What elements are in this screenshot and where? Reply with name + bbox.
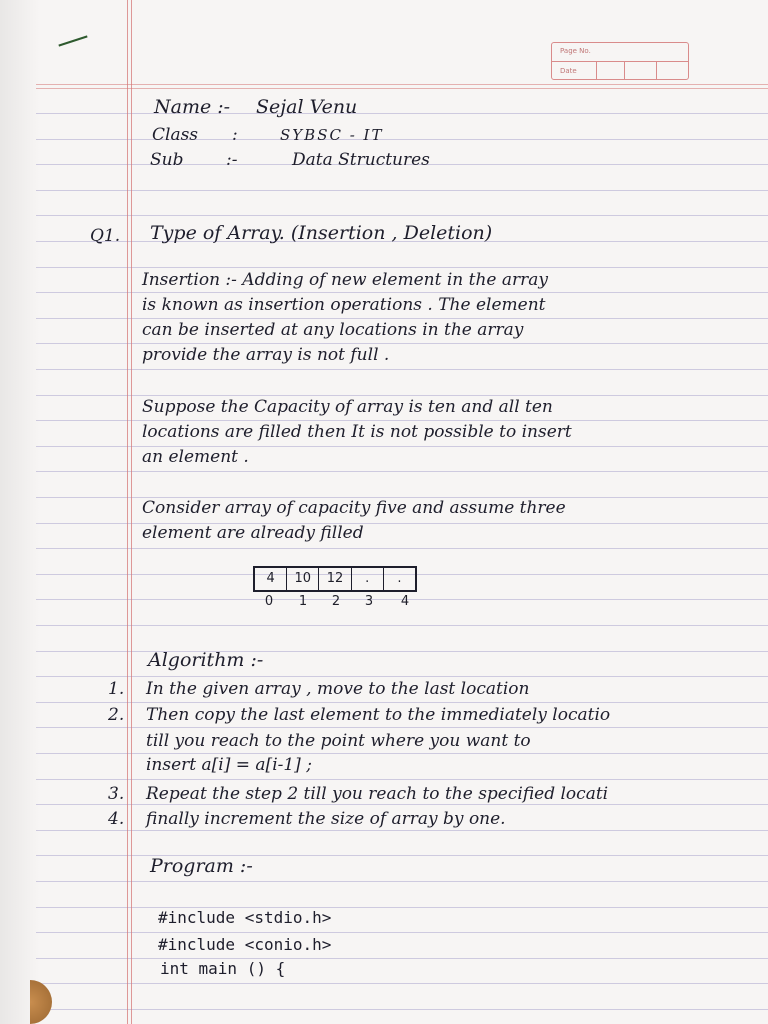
coin-edge [30, 980, 52, 1024]
step-number: 4. [108, 809, 125, 829]
pen-mark [58, 35, 87, 46]
array-cell: 12 [319, 568, 351, 590]
ruled-line [36, 420, 768, 421]
ruled-line [36, 727, 768, 728]
header-rule-2 [36, 88, 768, 89]
binding-shadow [0, 0, 40, 1024]
paragraph-line: an element . [142, 447, 249, 467]
margin-line-left [127, 0, 128, 1024]
header-rule [36, 84, 768, 85]
date-cell [596, 62, 597, 80]
ruled-line [36, 292, 768, 293]
date-label: Date [560, 67, 577, 75]
ruled-line [36, 548, 768, 549]
ruled-line [36, 625, 768, 626]
ruled-line [36, 190, 768, 191]
step-number: 1. [108, 679, 125, 699]
ruled-line [36, 1009, 768, 1010]
ruled-line [36, 779, 768, 780]
paragraph-line: Consider array of capacity five and assume three [142, 498, 566, 518]
ruled-line [36, 907, 768, 908]
ruled-line [36, 676, 768, 677]
date-row [552, 62, 688, 80]
ruled-line [36, 881, 768, 882]
code-line: int main () { [160, 959, 286, 978]
class-separator: : [232, 125, 238, 145]
array-diagram [253, 566, 417, 592]
step-text: Repeat the step 2 till you reach to the specified locati [146, 784, 609, 804]
ruled-line [36, 369, 768, 370]
margin-line-right [131, 0, 132, 1024]
ruled-line [36, 395, 768, 396]
ruled-line [36, 804, 768, 805]
ruled-line [36, 471, 768, 472]
name-value: Sejal Venu [256, 96, 358, 118]
question-title: Type of Array. (Insertion , Deletion) [150, 222, 493, 244]
ruled-line [36, 139, 768, 140]
name-label: Name :- [154, 96, 231, 118]
array-cell: . [397, 571, 402, 586]
step-text: In the given array , move to the last location [146, 679, 530, 699]
array-index: 2 [331, 594, 341, 609]
paragraph-line: provide the array is not full . [142, 345, 390, 365]
array-cell: 10 [287, 568, 319, 590]
page-no-label: Page No. [560, 47, 591, 55]
subject-value: Data Structures [292, 150, 430, 170]
ruled-line [36, 753, 768, 754]
paragraph-line: can be inserted at any locations in the array [142, 320, 524, 340]
ruled-line [36, 267, 768, 268]
question-number: Q1. [90, 226, 121, 246]
date-cell [624, 62, 625, 80]
paragraph-line: Suppose the Capacity of array is ten and all ten [142, 397, 553, 417]
step-text: insert a[i] = a[i-1] ; [146, 755, 312, 775]
code-line: #include <conio.h> [158, 935, 332, 954]
ruled-line [36, 983, 768, 984]
algorithm-heading: Algorithm :- [148, 649, 264, 671]
subject-label: Sub [150, 150, 184, 170]
step-text: Then copy the last element to the immediately locatio [146, 705, 611, 725]
array-index: 4 [400, 594, 410, 609]
array-cell: 4 [255, 568, 287, 590]
class-label: Class [152, 125, 199, 145]
program-heading: Program :- [150, 855, 253, 877]
ruled-line [36, 215, 768, 216]
array-index: 3 [364, 594, 374, 609]
step-number: 2. [108, 705, 125, 725]
page-date-box [551, 42, 689, 80]
ruled-line [36, 343, 768, 344]
paragraph-line: Insertion :- Adding of new element in the array [142, 270, 548, 290]
step-number: 3. [108, 784, 125, 804]
code-line: #include <stdio.h> [158, 908, 332, 927]
paragraph-line: locations are filled then It is not possible to insert [142, 422, 572, 442]
step-text: finally increment the size of array by one. [146, 809, 506, 829]
paragraph-line: is known as insertion operations . The element [142, 295, 546, 315]
ruled-line [36, 113, 768, 114]
ruled-line [36, 702, 768, 703]
class-value: SYBSC - IT [280, 126, 384, 144]
array-index: 0 [264, 594, 274, 609]
ruled-line [36, 855, 768, 856]
subject-separator: :- [226, 150, 238, 170]
ruled-line [36, 958, 768, 959]
ruled-line [36, 651, 768, 652]
page-no-row [552, 43, 688, 62]
step-text: till you reach to the point where you want to [146, 731, 531, 751]
paragraph-line: element are already filled [142, 523, 364, 543]
date-cell [656, 62, 657, 80]
ruled-line [36, 932, 768, 933]
ruled-line [36, 830, 768, 831]
array-index: 1 [298, 594, 308, 609]
array-cell: . [352, 568, 384, 590]
ruled-line [36, 318, 768, 319]
